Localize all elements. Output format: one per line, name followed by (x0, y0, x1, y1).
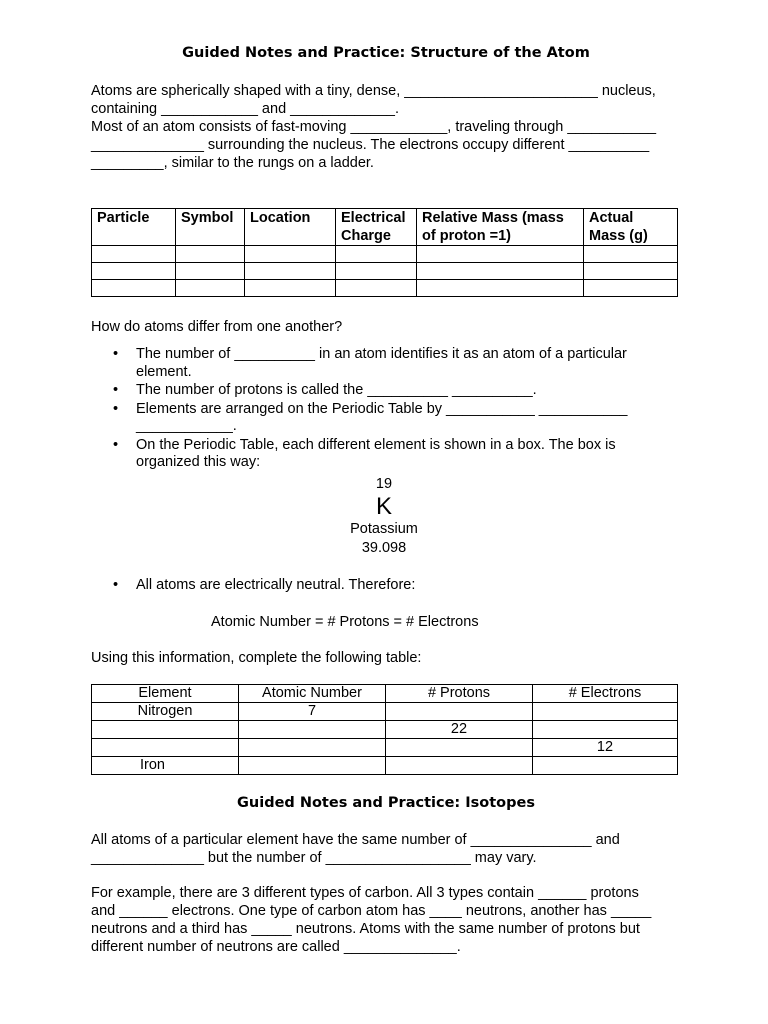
table-cell[interactable] (584, 246, 678, 263)
header-element: Element (92, 685, 239, 703)
table-cell[interactable]: Iron (92, 757, 239, 775)
table-cell[interactable] (92, 739, 239, 757)
question-text: How do atoms differ from one another? (91, 319, 343, 335)
bullet-item (91, 382, 681, 400)
header-atomic-number: Atomic Number (239, 685, 386, 703)
header-electrical-charge: Electrical Charge (336, 209, 417, 246)
table-cell[interactable] (92, 263, 176, 280)
table-row (92, 757, 678, 775)
table-cell[interactable] (533, 703, 678, 721)
table-row (92, 703, 678, 721)
particle-table (91, 208, 678, 297)
table-cell[interactable] (239, 739, 386, 757)
isotopes-line: ______________ but the number of __________________ may vary. (91, 850, 537, 866)
table-cell[interactable] (239, 721, 386, 739)
table-row (92, 246, 678, 263)
header-symbol: Symbol (176, 209, 245, 246)
table-cell[interactable] (336, 263, 417, 280)
bullet-text: • The number of protons is called the __________ __________. (136, 382, 537, 398)
section-title-isotopes: Guided Notes and Practice: Isotopes (237, 795, 535, 811)
table-cell[interactable]: 7 (239, 703, 386, 721)
table-cell[interactable] (386, 739, 533, 757)
bullet-text: • On the Periodic Table, each different element is shown in a box. The box is organized this way: (136, 436, 616, 470)
table-cell[interactable] (417, 246, 584, 263)
header-actual-mass: Actual Mass (g) (584, 209, 678, 246)
table-row (92, 721, 678, 739)
intro-line: Atoms are spherically shaped with a tiny, dense, ________________________ nucleus, (91, 83, 656, 99)
header-particle: Particle (92, 209, 176, 246)
element-table (91, 684, 678, 775)
table-cell[interactable] (336, 280, 417, 297)
element-atomic-number: 19 (375, 476, 393, 492)
header-relative-mass: Relative Mass (mass of proton =1) (417, 209, 584, 246)
table-cell[interactable] (533, 721, 678, 739)
bullet-text: • The number of __________ in an atom identifies it as an atom of a particular element. (136, 346, 627, 380)
intro-line: Most of an atom consists of fast-moving ____________, traveling through ___________ (91, 119, 657, 135)
table-instructions: Using this information, complete the following table: (91, 650, 422, 666)
table-cell[interactable] (245, 246, 336, 263)
table-row (92, 739, 678, 757)
intro-line: _________, similar to the rungs on a ladder. (91, 155, 374, 171)
bullet-list (91, 346, 681, 472)
table-cell[interactable] (417, 263, 584, 280)
bullet-text: • All atoms are electrically neutral. Therefore: (136, 577, 416, 593)
page-title: Guided Notes and Practice: Structure of the Atom (182, 45, 590, 61)
header-location: Location (245, 209, 336, 246)
bullet-item (91, 577, 681, 595)
table-cell[interactable] (584, 280, 678, 297)
table-cell[interactable] (92, 246, 176, 263)
header-electrons: # Electrons (533, 685, 678, 703)
element-mass: 39.098 (361, 540, 407, 556)
bullet-text: • Elements are arranged on the Periodic Table by ___________ ___________ ____________. (136, 400, 628, 434)
table-cell[interactable] (176, 263, 245, 280)
table-cell[interactable]: 12 (533, 739, 678, 757)
table-cell[interactable] (336, 246, 417, 263)
isotopes-line: For example, there are 3 different types of carbon. All 3 types contain ______ protons (91, 885, 639, 901)
table-cell[interactable]: Nitrogen (92, 703, 239, 721)
isotopes-paragraph-1 (91, 831, 681, 867)
table-cell[interactable] (386, 757, 533, 775)
table-row (92, 280, 678, 297)
element-name: Potassium (350, 521, 418, 537)
table-cell[interactable] (245, 263, 336, 280)
isotopes-paragraph-2 (91, 884, 681, 956)
bullet-list-neutral (91, 577, 681, 595)
table-cell[interactable] (386, 703, 533, 721)
intro-line: ______________ surrounding the nucleus. The electrons occupy different __________ (91, 137, 650, 153)
table-header-row (92, 685, 678, 703)
periodic-element-box (91, 475, 677, 558)
header-protons: # Protons (386, 685, 533, 703)
table-cell[interactable] (245, 280, 336, 297)
table-cell[interactable] (176, 280, 245, 297)
table-cell[interactable]: 22 (386, 721, 533, 739)
isotopes-line: different number of neutrons are called ______________. (91, 939, 461, 955)
table-cell[interactable] (92, 721, 239, 739)
isotopes-line: All atoms of a particular element have the same number of _______________ and (91, 832, 620, 848)
table-cell[interactable] (176, 246, 245, 263)
intro-line: containing ____________ and _____________. (91, 101, 400, 117)
bullet-item (91, 437, 681, 472)
equation-text: Atomic Number = # Protons = # Electrons (211, 614, 479, 630)
table-cell[interactable] (417, 280, 584, 297)
intro-paragraph (91, 82, 681, 172)
isotopes-line: neutrons and a third has _____ neutrons. Atoms with the same number of protons but (91, 921, 640, 937)
table-cell[interactable] (533, 757, 678, 775)
element-symbol: K (375, 493, 392, 520)
bullet-item (91, 346, 681, 381)
table-cell[interactable] (239, 757, 386, 775)
isotopes-line: and ______ electrons. One type of carbon atom has ____ neutrons, another has _____ (91, 903, 652, 919)
table-cell[interactable] (584, 263, 678, 280)
table-row (92, 263, 678, 280)
table-cell[interactable] (92, 280, 176, 297)
table-header-row (92, 209, 678, 246)
bullet-item (91, 401, 681, 436)
